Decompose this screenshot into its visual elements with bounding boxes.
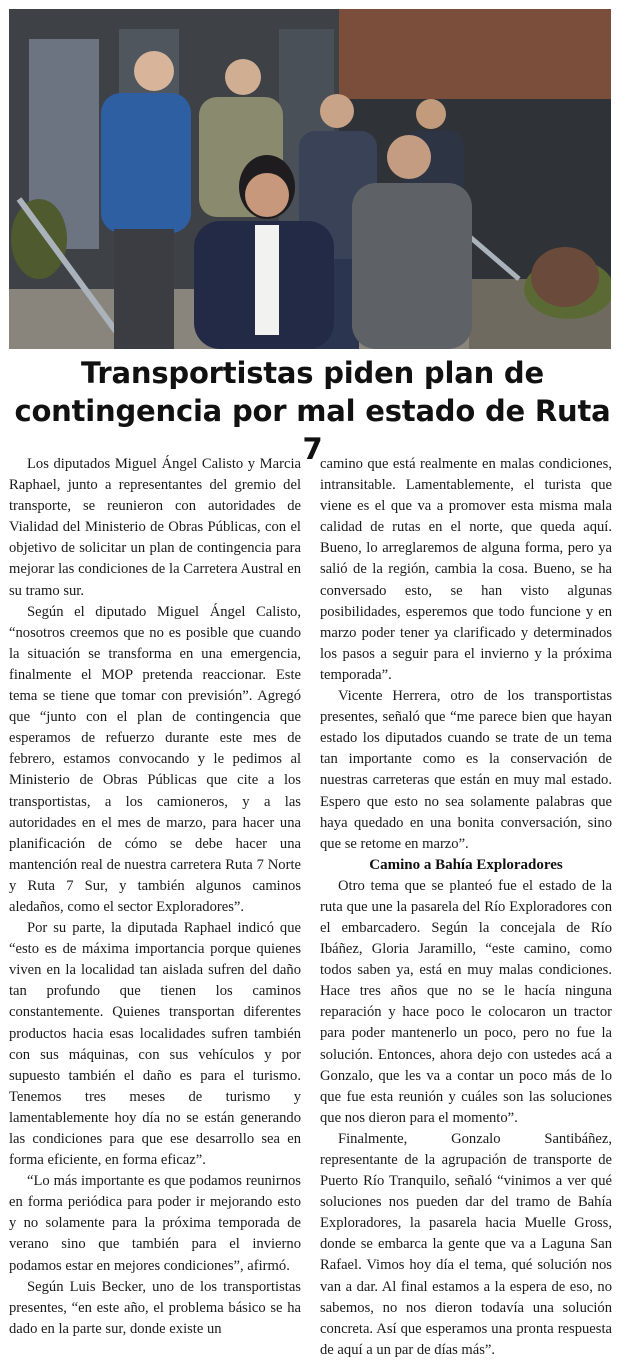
headline-line-1: Transportistas piden plan de [81, 356, 544, 390]
headline [0, 354, 625, 468]
group-photo-icon [9, 9, 611, 349]
paragraph: Según el diputado Miguel Ángel Calisto, “nosotros creemos que no es posible que cuando la situación se transforma en una emergencia, finalmente el MOP pretenda reaccionar. Este tema se tiene que tomar con previsión”. Agregó que “junto con el plan de contingencia que esperamos de refuerzo durante este mes de febrero, estamos convocando y le pedimos al Ministerio de Obras Públicas que cite a los transportistas, a los camioneros, y a las autoridades en el mes de marzo, para hacer una planificación de cómo se debe hacer una mantención real de nuestra carretera Ruta 7 Norte y Ruta 7 Sur, y también algunos caminos aledaños, como el sector Exploradores”. [9, 603, 301, 915]
paragraph-continuation: camino que está realmente en malas condiciones, intransitable. Lamentablemente, el turista que viene es el que va a promover esta misma mala calidad de rutas en el norte, que queda aquí. Bueno, lo arreglaremos de alguna forma, pero ya salió de la región, cambia la cosa. Bueno, se ha conversado esto, se han visto algunas posibilidades, esperemos que todo funcione y en marzo poder tener ya clarificado y determinados los pasos a seguir para el invierno y la próxima temporada”. [320, 456, 612, 683]
paragraph: “Lo más importante es que podamos reunirnos en forma periódica para poder ir mejorando esto y no solamente para la próxima temporada de verano sino que también para el invierno podamos estar en mejores condiciones”, afirmó. [9, 1173, 301, 1274]
article-photo [9, 9, 611, 349]
paragraph: Los diputados Miguel Ángel Calisto y Marcia Raphael, junto a representantes del gremio del transporte, se reunieron con autoridades de Vialidad del Ministerio de Obras Públicas, con el objetivo de solicitar un plan de contingencia para mejorar las condiciones de la Carretera Austral en su tramo sur. [9, 456, 301, 599]
headline-line-2: contingencia por mal estado de Ruta 7 [14, 394, 611, 466]
paragraph: Por su parte, la diputada Raphael indicó que “esto es de máxima importancia porque quienes viven en la localidad tan aislada sufren del daño tan profundo que tienen los caminos constantemente. Quienes transportan diferentes productos hacia esas localidades sufren también con sus máquinas, con sus vehículos y por supuesto también el daño es para el turismo. Tenemos tres meses de turismo y lamentablemente hoy día no se están generando las condiciones para que ese desarrollo sea en forma eficiente, en forma eficaz”. [9, 920, 301, 1169]
paragraph: Vicente Herrera, otro de los transportistas presentes, señaló que “me parece bien que hayan estado los diputados cuando se trate de un tema tan importante como es la conservación de nuestras carreteras que están en muy mal estado. Espero que esto no sea solamente palabras que haya quedado en una bonita conversación, sino que se retome en marzo”. [320, 688, 612, 852]
subheading: Camino a Bahía Exploradores [369, 856, 563, 873]
paragraph: Otro tema que se planteó fue el estado de la ruta que une la pasarela del Río Exploradores con el embarcadero. Según la concejala de Río Ibáñez, Gloria Jaramillo, “este camino, como todos saben ya, está en muy malas condiciones. Hace tres años que no se le hacía ninguna reparación y hace poco le colocaron un tractor para poder mantenerlo un poco, pero no fue la solución. Entonces, ahora dejo con ustedes acá a Gonzalo, que les va a contar un poco más de lo que fue esta reunión y cuáles son las soluciones que nos dieron para el momento”. [320, 877, 612, 1126]
column-right [320, 454, 612, 1358]
paragraph: Finalmente, Gonzalo Santibáñez, representante de la agrupación de transporte de Puerto Río Tranquilo, señaló “vinimos a ver qué soluciones nos pueden dar del tramo de Bahía Exploradores, la pasarela hacia Muelle Gross, donde se embarca la gente que va a Laguna San Rafael. Vimos hoy día el tema, qué solución nos van a dar. Al final estamos a la espera de eso, no sabemos, no nos dieron todavía una solución concreta. Así que esperamos una pronta respuesta de aquí a un par de días más”. [320, 1130, 612, 1358]
paragraph: Según Luis Becker, uno de los transportistas presentes, “en este año, el problema básico se ha dado en la parte sur, donde existe un [9, 1278, 301, 1337]
article-body [9, 454, 612, 1358]
column-left [9, 454, 301, 1337]
